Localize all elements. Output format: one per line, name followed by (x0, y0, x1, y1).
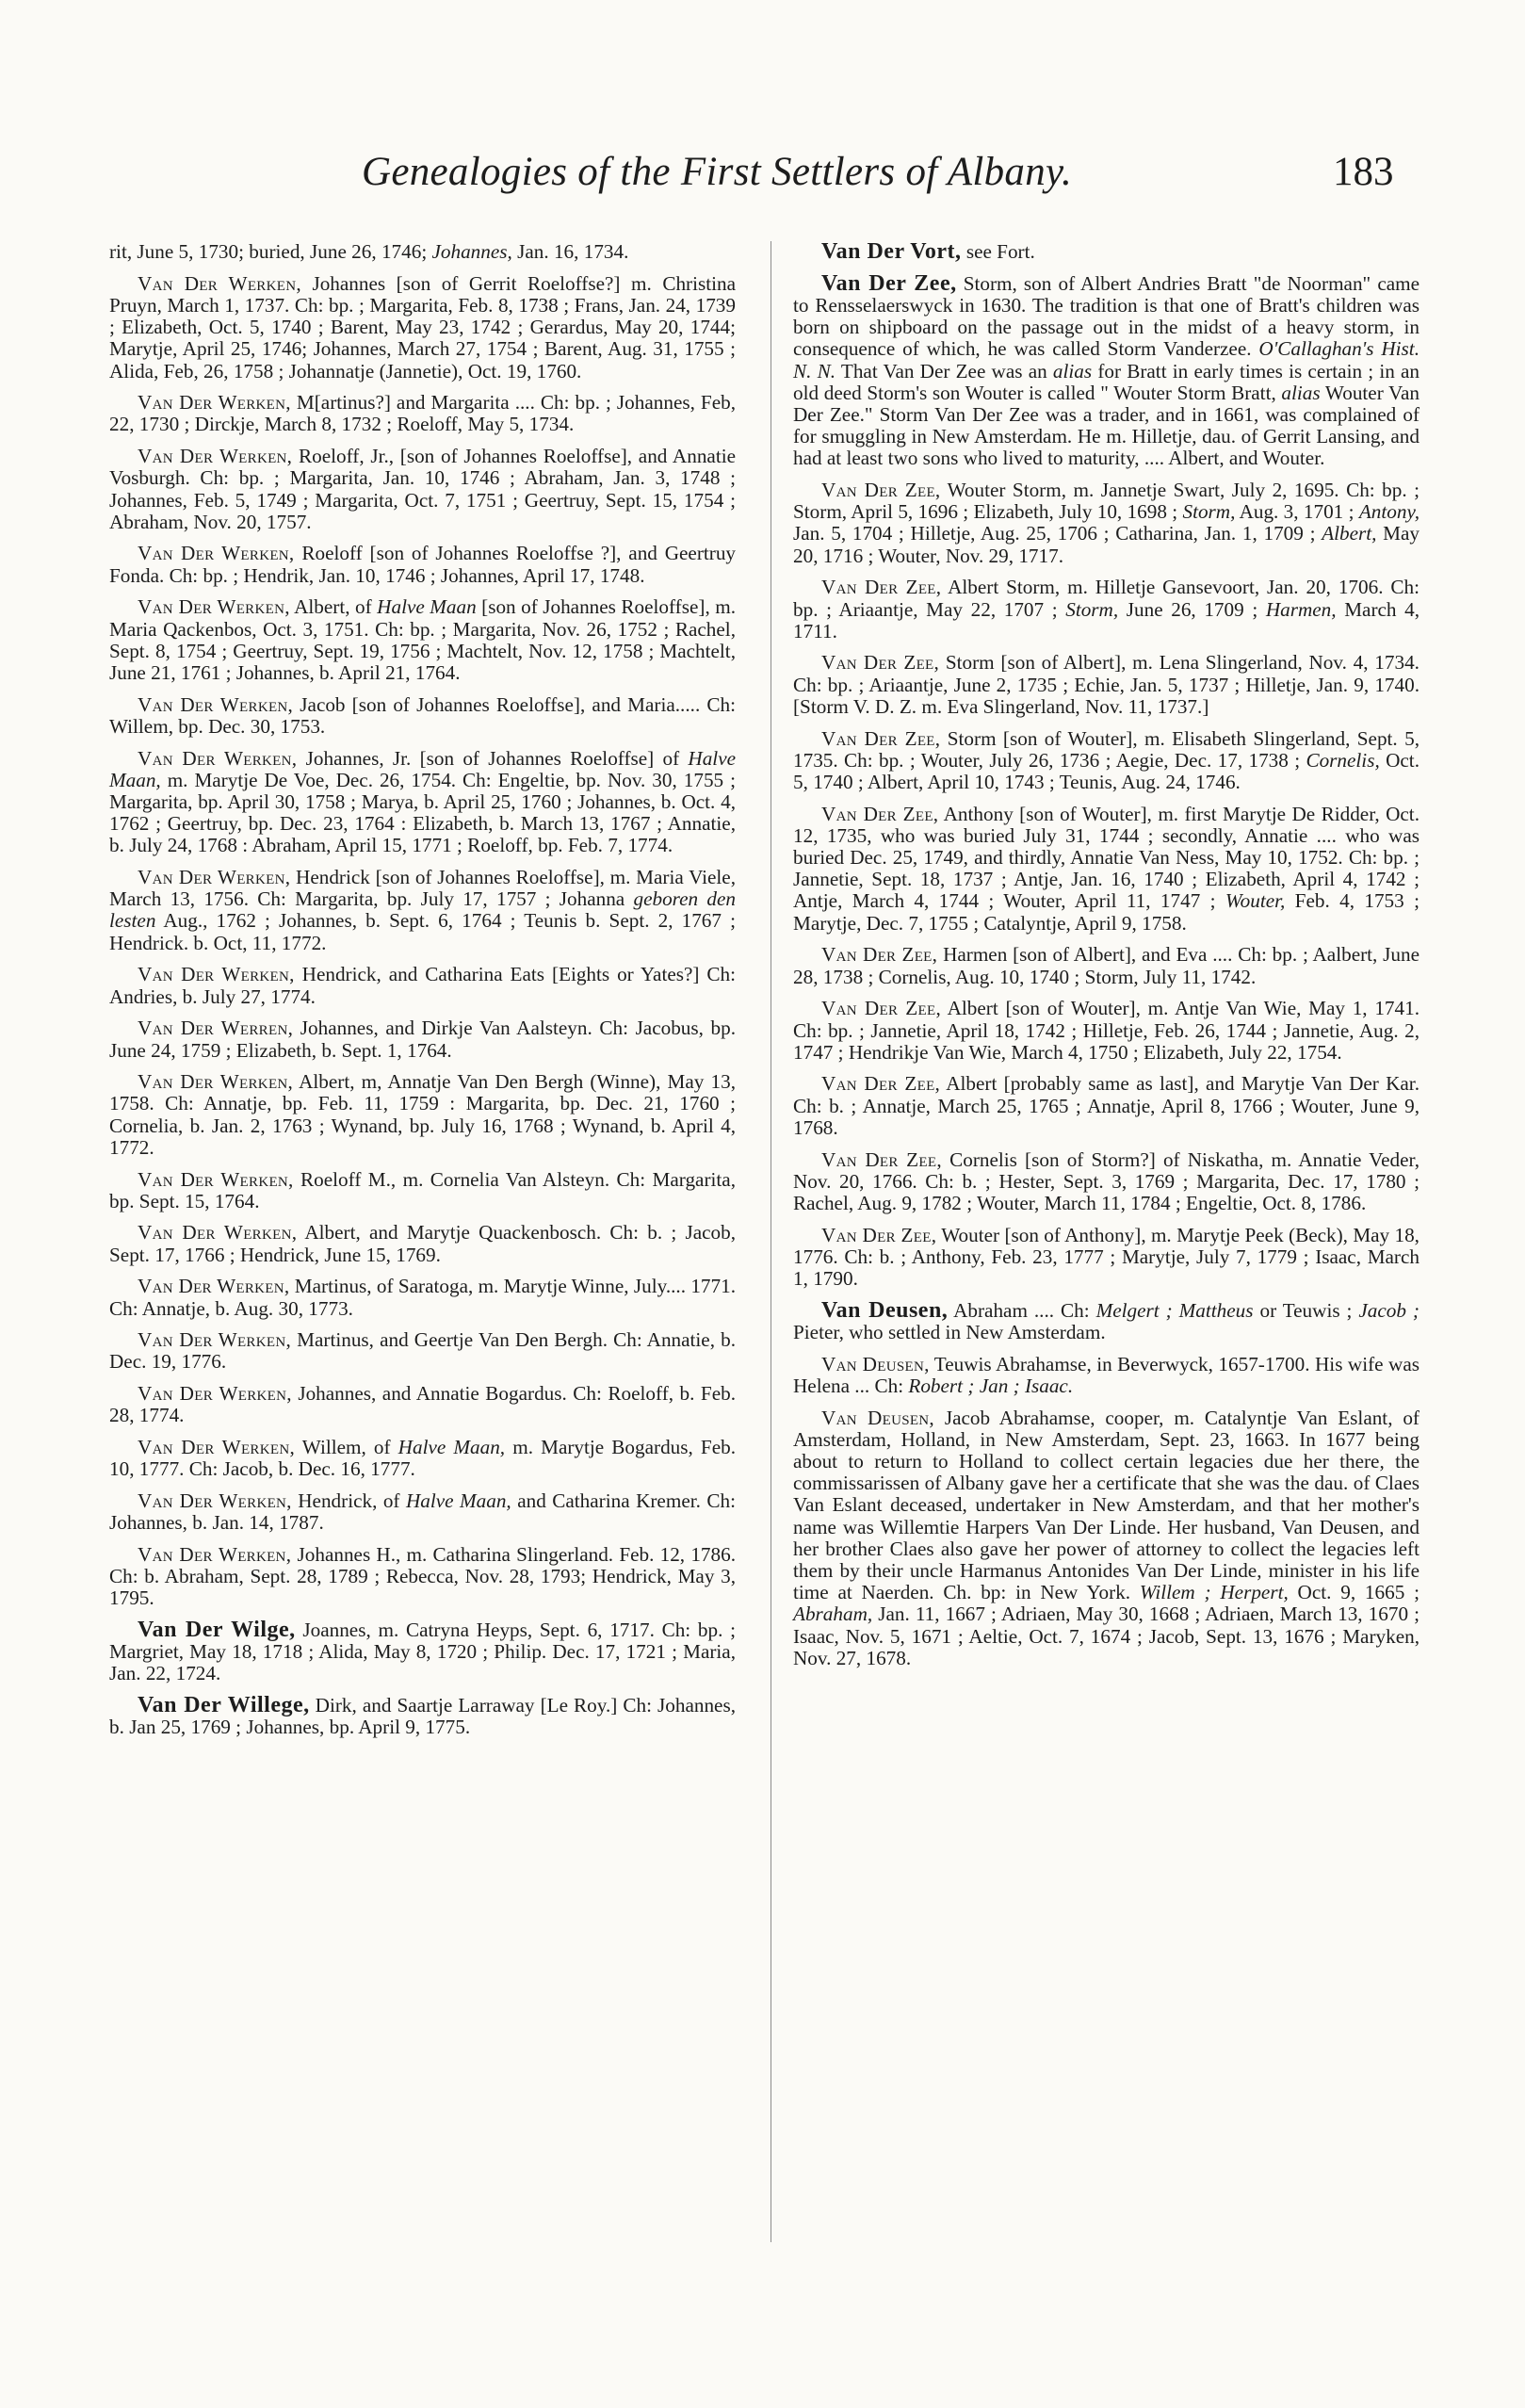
entry-text: Harmen [son of Albert], and Eva .... Ch: bp. ; Aalbert, June 28, 1738 ; Cornelis, Aug. 10, 1740 ; Storm, July 11, 1742. (793, 943, 1420, 988)
italic-text: Storm, (1182, 500, 1236, 524)
entry-name: Van Der Zee, (821, 1072, 941, 1096)
genealogy-entry (109, 1383, 736, 1426)
entry-name: Van Der Werken, (138, 866, 291, 889)
entry-text: Roeloff [son of Johannes Roeloffse ?], and Geertruy Fonda. Ch: bp. ; Hendrik, Jan. 10, 1746 ; Johannes, April 17, 1748. (109, 542, 737, 587)
genealogy-entry (109, 596, 736, 684)
entry-text: Roeloff, Jr., [son of Johannes Roeloffse], and Annatie Vosburgh. Ch: bp. ; Margarita, Jan. 10, 1746 ; Abraham, Jan. 3, 1748 ; Johannes, Feb. 5, 1749 ; Margarita, Oct. 7, 1751 ; Geertruy, Sept. 15, 1754 ; Abraham, Nov. 20, 1757. (109, 445, 736, 533)
entry-text: Martinus, of Saratoga, m. Marytje Winne, July.... 1771. Ch: Annatje, b. Aug. 30, 1773. (109, 1275, 736, 1320)
entry-text: Anthony [son of Wouter], m. first Marytje De Ridder, Oct. 12, 1735, who was buried July 31, 1744 ; secondly, Annatie .... who was buried Dec. 25, 1749, and thirdly, Annatie Van Ness, May 10, 1752. Ch: bp. ; Jannetie, Sept. 18, 1737 ; Antje, Jan. 16, 1740 ; Elizabeth, April 4, 1742 ; Antje, March 4, 1744 ; Wouter, April 11, 1747 ; (793, 802, 1420, 913)
family-heading: Van Der Vort, (821, 239, 962, 264)
italic-text: Halve Maan (377, 595, 477, 619)
running-head (0, 149, 1525, 205)
genealogy-entry (109, 694, 736, 738)
entry-name: Van Der Werken, (138, 1221, 298, 1245)
entry-text: Joannes, m. Catryna Heyps, Sept. 6, 1717. Ch: bp. ; Margriet, May 18, 1718 ; Alida, May 8, 1720 ; Philip. Dec. 17, 1721 ; Maria, Jan. 22, 1724. (109, 1618, 736, 1685)
entry-text: Johannes, and Annatie Bogardus. Ch: Roeloff, b. Feb. 28, 1774. (109, 1382, 737, 1427)
entry-text: Johannes [son of Gerrit Roeloffse?] m. Christina Pruyn, March 1, 1737. Ch: bp. ; Margarita, Feb. 8, 1738 ; Frans, Jan. 24, 1739 ; Elizabeth, Oct. 5, 1740 ; Barent, May 23, 1742 ; Gerardus, May 20, 1744; Marytje, April 25, 1746; Johannes, March 27, 1754 ; Barent, Aug. 31, 1755 ; Alida, Feb, 26, 1758 ; Johannatje (Jannetie), Oct. 19, 1760. (109, 271, 736, 382)
italic-text: Halve Maan, (405, 1489, 511, 1512)
genealogy-entry (109, 1222, 736, 1265)
genealogy-entry (109, 273, 736, 382)
genealogy-entry (793, 1297, 1420, 1343)
entry-name: Van Der Zee, (821, 802, 939, 825)
italic-text: Melgert ; Mattheus (1095, 1298, 1254, 1322)
genealogy-entry (793, 1149, 1420, 1215)
italic-text: Cornelis, (1306, 748, 1380, 772)
entry-text: Wouter Storm, m. Jannetje Swart, July 2, 1695. Ch: bp. ; Storm, April 5, 1696 ; Elizabeth, July 10, 1698 ; (793, 479, 1420, 524)
entry-text: Jan. 16, 1734. (511, 240, 629, 263)
entry-text: for Bratt in early times is certain ; in an old deed Storm's son Wouter is called " Wouter Storm Bratt, (793, 359, 1420, 404)
entry-text: Oct. 5, 1740 ; Albert, April 10, 1743 ; Teunis, Aug. 24, 1746. (793, 748, 1420, 793)
entry-text: March 4, 1711. (793, 597, 1420, 643)
entry-text: Hendrick, and Catharina Eats [Eights or Yates?] Ch: Andries, b. July 27, 1774. (109, 963, 736, 1008)
entry-name: Van Der Werken, (138, 692, 294, 716)
italic-text: Wouter, (1225, 889, 1286, 913)
entry-name: Van Der Zee, (821, 479, 941, 502)
entry-name: Van Der Werken, (138, 1382, 292, 1406)
italic-text: geboren den lesten (109, 887, 736, 933)
entry-text: Storm, son of Albert Andries Bratt "de Noorman" came to Rensselaerswyck in 1630. The tradition is that one of Bratt's children was born on shipboard on the passage out in the midst of a heavy storm, in consequence of which, he was called Storm Vanderzee. (793, 271, 1420, 361)
entry-text: rit, June 5, 1730; buried, June 26, 1746; (109, 240, 432, 263)
entry-text: m. Marytje Bogardus, Feb. 10, 1777. Ch: Jacob, b. Dec. 16, 1777. (109, 1436, 736, 1481)
italic-text: Johannes, (431, 240, 512, 263)
entry-name: Van Der Zee, (821, 576, 942, 599)
genealogy-entry (109, 392, 736, 435)
genealogy-entry (109, 748, 736, 857)
entry-name: Van Der Werken, (138, 963, 295, 986)
entry-name: Van Der Werken, (138, 1436, 296, 1459)
italic-text: alias (1281, 381, 1321, 404)
genealogy-entry (109, 964, 736, 1007)
genealogy-entry (793, 270, 1420, 470)
italic-text: alias (1052, 359, 1093, 382)
genealogy-entry (793, 1225, 1420, 1291)
family-heading: Van Der Willege, (138, 1693, 310, 1718)
genealogy-entry (793, 480, 1420, 567)
entry-name: Van Der Zee, (821, 1223, 937, 1246)
entry-name: Van Der Zee, (821, 726, 941, 750)
genealogy-entry (109, 1329, 736, 1373)
entry-text: Jan. 11, 1667 ; Adriaen, May 30, 1668 ; Adriaen, March 13, 1670 ; Isaac, Nov. 5, 1671 ; Aeltie, Oct. 7, 1674 ; Jacob, Sept. 13, 1676 ; Maryken, Nov. 27, 1678. (793, 1603, 1420, 1669)
genealogy-entry (109, 241, 736, 263)
italic-text: Halve Maan, (109, 746, 736, 791)
entry-name: Van Der Werken, (138, 1275, 290, 1298)
entry-text: or Teuwis ; (1253, 1298, 1359, 1322)
italic-text: Storm, (1065, 597, 1119, 621)
genealogy-entry (109, 1276, 736, 1319)
genealogy-entry (109, 1071, 736, 1159)
genealogy-entry (793, 652, 1420, 718)
italic-text: Abraham, (793, 1603, 873, 1626)
genealogy-entry (109, 543, 736, 586)
genealogy-entry (109, 1437, 736, 1480)
right-column (793, 241, 1420, 1679)
running-title: Genealogies of the First Settlers of Albany. (362, 150, 1073, 194)
genealogy-entry (109, 1619, 736, 1685)
entry-text: Willem, of (295, 1436, 398, 1459)
italic-text: Jacob ; (1358, 1298, 1420, 1322)
entry-text: Hendrick, of (291, 1489, 406, 1512)
entry-text: May 20, 1716 ; Wouter, Nov. 29, 1717. (793, 522, 1420, 567)
entry-text: Albert, m, Annatje Van Den Bergh (Winne), May 13, 1758. Ch: Annatje, bp. Feb. 11, 1759 : Margarita, bp. Dec. 21, 1760 ; Cornelia, b. Jan. 2, 1763 ; Wynand, bp. July 16, 1768 ; Wynand, b. April 4, 1772. (109, 1070, 736, 1159)
genealogy-entry (109, 1017, 736, 1061)
entry-name: Van Der Werken, (138, 1070, 294, 1094)
genealogy-entry (793, 241, 1420, 263)
entry-text: Aug. 3, 1701 ; (1235, 500, 1359, 524)
genealogy-entry (109, 867, 736, 954)
entry-name: Van Der Werken, (138, 746, 298, 770)
entry-text: Abraham .... Ch: (948, 1298, 1096, 1322)
entry-text: Johannes H., m. Catharina Slingerland. Feb. 12, 1786. Ch: b. Abraham, Sept. 28, 1789 ; Rebecca, Nov. 28, 1793; Hendrick, May 3, 1795. (109, 1542, 737, 1610)
entry-text: Oct. 9, 1665 ; (1288, 1581, 1420, 1604)
entry-name: Van Deusen, (821, 1406, 935, 1429)
genealogy-entry (793, 728, 1420, 794)
entry-text: Albert [probably same as last], and Marytje Van Der Kar. Ch: b. ; Annatje, March 25, 1765 ; Annatje, April 8, 1766 ; Wouter, June 9, 1768. (793, 1072, 1420, 1139)
genealogy-entry (793, 998, 1420, 1064)
genealogy-entry (109, 446, 736, 533)
entry-text: Storm [son of Wouter], m. Elisabeth Slingerland, Sept. 5, 1735. Ch: bp. ; Wouter, July 26, 1736 ; Aegie, Dec. 17, 1738 ; (793, 726, 1420, 772)
entry-text: Wouter [son of Anthony], m. Marytje Peek (Beck), May 18, 1776. Ch: b. ; Anthony, Feb. 23, 1777 ; Marytje, July 7, 1779 ; Isaac, March 1, 1790. (793, 1223, 1420, 1291)
entry-name: Van Der Werken, (138, 1489, 292, 1512)
family-heading: Van Der Zee, (821, 270, 957, 296)
entry-text: Aug., 1762 ; Johannes, b. Sept. 6, 1764 ; Teunis b. Sept. 2, 1767 ; Hendrick. b. Oct, 11, 1772. (109, 909, 736, 954)
family-heading: Van Der Wilge, (138, 1617, 296, 1642)
italic-text: Albert, (1322, 522, 1377, 545)
entry-text: June 26, 1709 ; (1118, 597, 1266, 621)
entry-text: Hendrick [son of Johannes Roeloffse], m. Maria Viele, March 13, 1756. Ch: Margarita, bp. July 17, 1757 ; Johanna (109, 866, 737, 911)
italic-text: Willem ; Herpert, (1139, 1581, 1289, 1604)
entry-text: Teuwis Abrahamse, in Beverwyck, 1657-1700. His wife was Helena ... Ch: (793, 1352, 1420, 1397)
genealogy-entry (793, 1354, 1420, 1397)
entry-name: Van Der Werken, (138, 595, 290, 619)
entry-text: Wouter Van Der Zee." Storm Van Der Zee was a trader, and in 1661, was complained of for smuggling in New Amsterdam. He m. Hilletje, dau. of Gerrit Lansing, and had at least two sons who lived to maturity, .... Albert, and Wouter. (793, 381, 1420, 470)
entry-name: Van Der Werken, (138, 542, 295, 565)
italic-text: Robert ; Jan ; Isaac. (908, 1374, 1074, 1397)
entry-text: Feb. 4, 1753 ; Marytje, Dec. 7, 1755 ; Catalyntje, April 9, 1758. (793, 889, 1420, 935)
entry-text: Storm [son of Albert], m. Lena Slingerland, Nov. 4, 1734. Ch: bp. ; Ariaantje, June 2, 1735 ; Echie, Jan. 5, 1737 ; Hilletje, Jan. 9, 1740. [Storm V. D. Z. m. Eva Slingerland, Nov. 11, 1737.] (793, 651, 1420, 718)
genealogy-entry (793, 804, 1420, 935)
entry-text: and Catharina Kremer. Ch: Johannes, b. Jan. 14, 1787. (109, 1489, 736, 1535)
italic-text: Antony, (1358, 500, 1420, 524)
genealogy-entry (109, 1695, 736, 1738)
genealogy-entry (793, 944, 1420, 987)
entry-name: Van Der Zee, (821, 1147, 942, 1171)
entry-name: Van Der Zee, (821, 943, 938, 967)
genealogy-entry (109, 1169, 736, 1212)
entry-name: Van Der Werken, (138, 271, 301, 295)
genealogy-entry (109, 1544, 736, 1610)
entry-text: Martinus, and Geertje Van Den Bergh. Ch: Annatie, b. Dec. 19, 1776. (109, 1328, 737, 1374)
entry-text: Albert Storm, m. Hilletje Gansevoort, Jan. 20, 1706. Ch: bp. ; Ariaantje, May 22, 1707 ; (793, 576, 1420, 621)
entry-text: Jacob Abrahamse, cooper, m. Catalyntje Van Eslant, of Amsterdam, Holland, in New Amsterdam, Sept. 23, 1663. In 1677 being about to return to Holland to collect certain legacies due her there, the commissarissen of Albany gave her a certificate that she was the dau. of Claes Van Eslant deceased, undertaker in New Amsterdam, and that her mother's name was Willemtie Harpers Van Der Linde. Her husband, Van Deusen, and her brother Claes also gave her power of attorney to collect the legacies left them by their uncle Harmanus Antonides Van Der Linde, minister in his life time at Naerden. Ch. bp: in New York. (793, 1406, 1420, 1604)
entry-name: Van Der Werken, (138, 391, 291, 415)
genealogy-entry (793, 1407, 1420, 1669)
entry-text: Pieter, who settled in New Amsterdam. (793, 1320, 1106, 1343)
entry-name: Van Deusen, (821, 1352, 930, 1375)
entry-text: Jacob [son of Johannes Roeloffse], and Maria..... Ch: Willem, bp. Dec. 30, 1753. (109, 692, 736, 738)
entry-name: Van Der Werken, (138, 1167, 294, 1191)
genealogy-entry (109, 1490, 736, 1534)
entry-name: Van Der Zee, (821, 997, 942, 1020)
entry-name: Van Der Werken, (138, 445, 293, 468)
entry-text: Albert, of (289, 595, 378, 619)
left-column (109, 241, 736, 1749)
entry-text: Albert, and Marytje Quackenbosch. Ch: b. ; Jacob, Sept. 17, 1766 ; Hendrick, June 15, 1769. (109, 1221, 737, 1266)
entry-text: m. Marytje De Voe, Dec. 26, 1754. Ch: Engeltie, bp. Nov. 30, 1755 ; Margarita, bp. April 30, 1758 ; Marya, b. April 25, 1760 ; Johannes, b. Oct. 4, 1762 ; Geertruy, bp. Dec. 23, 1764 : Elizabeth, b. March 13, 1767 ; Annatie, b. July 24, 1768 : Abraham, April 15, 1771 ; Roeloff, bp. Feb. 7, 1774. (109, 768, 736, 857)
entry-text: Johannes, Jr. [son of Johannes Roeloffse] of (297, 746, 689, 770)
entry-text: M[artinus?] and Margarita .... Ch: bp. ; Johannes, Feb, 22, 1730 ; Dirckje, March 8, 1732 ; Roeloff, May 5, 1734. (109, 391, 736, 436)
italic-text: Harmen, (1265, 597, 1337, 621)
italic-text: O'Callaghan's Hist. N. N. (793, 337, 1420, 382)
page-number: 183 (1333, 150, 1394, 194)
entry-text: Johannes, and Dirkje Van Aalsteyn. Ch: Jacobus, bp. June 24, 1759 ; Elizabeth, b. Sept. 1, 1764. (109, 1017, 737, 1062)
entry-text: Jan. 5, 1704 ; Hilletje, Aug. 25, 1706 ; Catharina, Jan. 1, 1709 ; (793, 522, 1322, 545)
entry-text: Roeloff M., m. Cornelia Van Alsteyn. Ch: Margarita, bp. Sept. 15, 1764. (109, 1167, 736, 1212)
entry-text: That Van Der Zee was an (836, 359, 1053, 382)
entry-name: Van Der Werken, (138, 1542, 292, 1566)
entry-text: Dirk, and Saartje Larraway [Le Roy.] Ch: Johannes, b. Jan 25, 1769 ; Johannes, bp. April 9, 1775. (109, 1694, 736, 1739)
entry-name: Van Der Zee, (821, 651, 940, 675)
family-heading: Van Deusen, (821, 1297, 949, 1323)
entry-text: Albert [son of Wouter], m. Antje Van Wie, May 1, 1741. Ch: bp. ; Jannetie, April 18, 1742 ; Hilletje, Feb. 26, 1744 ; Jannetie, Aug. 2, 1747 ; Hendrikje Van Wie, March 4, 1750 ; Elizabeth, July 22, 1754. (793, 997, 1420, 1064)
genealogy-entry (793, 1073, 1420, 1139)
italic-text: Halve Maan, (397, 1436, 506, 1459)
entry-text: [son of Johannes Roeloffse], m. Maria Qackenbos, Oct. 3, 1751. Ch: bp. ; Margarita, Nov. 26, 1752 ; Rachel, Sept. 8, 1754 ; Geertruy, Sept. 19, 1756 ; Machtelt, Nov. 12, 1758 ; Machtelt, June 21, 1761 ; Johannes, b. April 21, 1764. (109, 595, 737, 684)
genealogy-entry (793, 577, 1420, 643)
entry-text: see Fort. (961, 240, 1035, 263)
entry-name: Van Der Werren, (138, 1017, 294, 1040)
entry-text: Cornelis [son of Storm?] of Niskatha, m. Annatie Veder, Nov. 20, 1766. Ch: b. ; Hester, Sept. 3, 1769 ; Margarita, Dec. 17, 1780 ; Rachel, Aug. 9, 1782 ; Wouter, March 11, 1784 ; Engeltie, Oct. 8, 1786. (793, 1147, 1420, 1214)
entry-name: Van Der Werken, (138, 1328, 292, 1352)
